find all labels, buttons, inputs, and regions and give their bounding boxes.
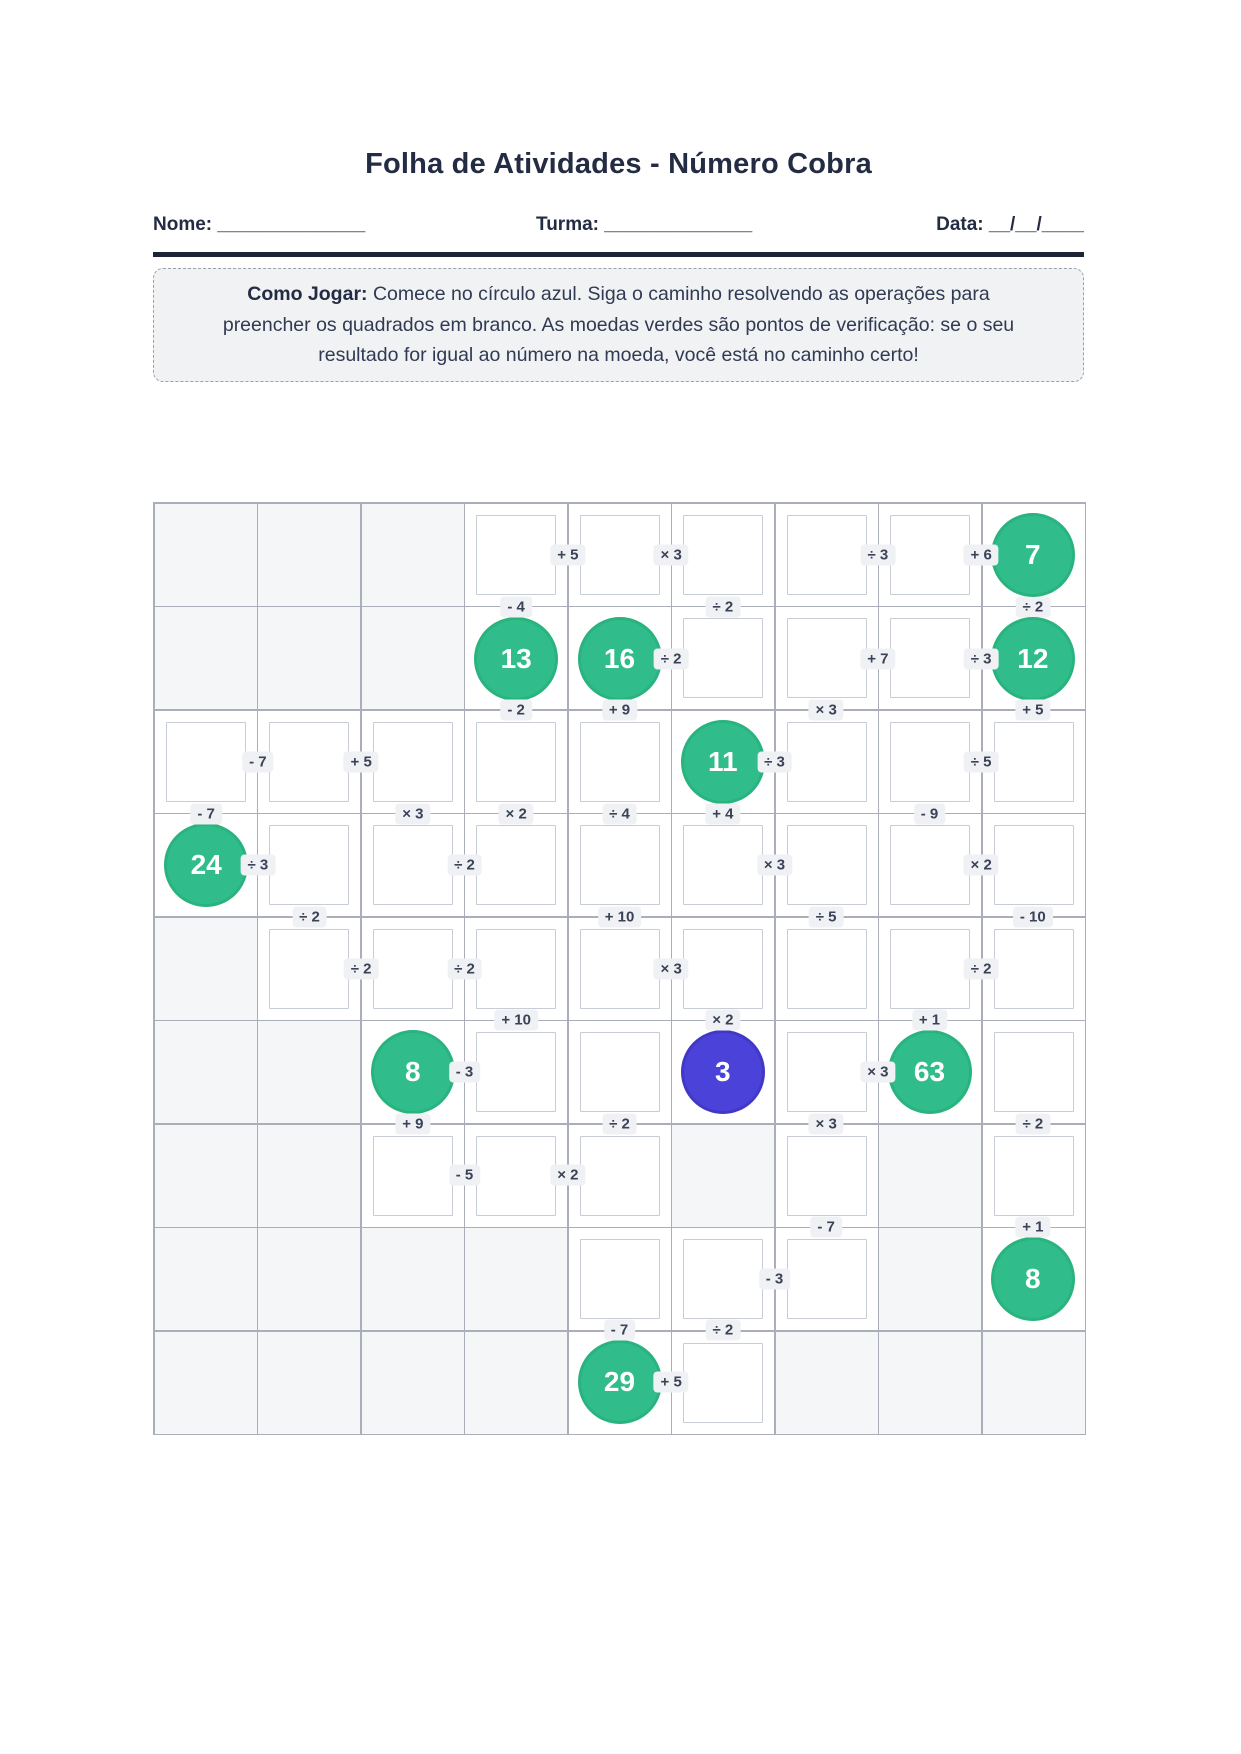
operation-label: ÷ 2 [447,855,482,876]
grid-cell [672,1228,774,1330]
operation-label: - 5 [449,1165,481,1186]
checkpoint-coin: 8 [371,1030,455,1114]
grid-cell [258,814,360,916]
operation-label: ÷ 4 [602,803,637,824]
answer-square[interactable] [476,1136,556,1216]
operation-label: - 7 [604,1320,636,1341]
student-fields [0,214,1241,240]
grid-cell [776,607,878,709]
grid-cell [879,1021,981,1123]
answer-square[interactable] [269,825,349,905]
operation-label: + 5 [344,751,379,772]
grid-cell [155,918,257,1020]
operation-label: + 10 [598,906,642,927]
operation-label: ÷ 5 [809,906,844,927]
operation-label: + 6 [964,545,999,566]
grid-cell [776,1332,878,1434]
grid-cell [569,1332,671,1434]
operation-label: ÷ 2 [1015,596,1050,617]
instructions-body: Comece no círculo azul. Siga o caminho resolvendo as operações para preencher os quadrados em branco. As moedas verdes são pontos de verificação: se o seu resultado for igual ao número na moeda, você está no caminho certo! [222,283,1015,366]
answer-square[interactable] [476,722,556,802]
operation-label: ÷ 3 [240,855,275,876]
grid-cell [155,1021,257,1123]
checkpoint-coin: 29 [578,1340,662,1424]
grid-cell [155,1125,257,1227]
grid-cell [362,504,464,606]
grid-cell [983,607,1085,709]
answer-square[interactable] [476,929,556,1009]
answer-square[interactable] [269,722,349,802]
checkpoint-coin: 16 [578,617,662,701]
grid-cell [879,1228,981,1330]
grid-cell [465,814,567,916]
operation-label: ÷ 2 [654,648,689,669]
operation-label: ÷ 3 [757,751,792,772]
grid-cell [465,504,567,606]
grid-cell [879,711,981,813]
answer-square[interactable] [373,825,453,905]
operation-label: - 7 [190,803,222,824]
operation-label: + 10 [494,1010,538,1031]
grid-cell [776,918,878,1020]
grid-cell [465,1125,567,1227]
answer-square[interactable] [787,1136,867,1216]
operation-label: - 7 [810,1216,842,1237]
name-field[interactable]: Nome: ______________ [153,214,366,235]
operation-label: + 9 [395,1113,430,1134]
operation-label: + 5 [1015,700,1050,721]
grid-cell [672,711,774,813]
answer-square[interactable] [476,825,556,905]
operation-label: ÷ 2 [964,958,999,979]
grid-cell [362,1021,464,1123]
answer-square[interactable] [580,515,660,595]
operation-label: ÷ 2 [705,596,740,617]
grid-cell [569,504,671,606]
grid-cell [983,1125,1085,1227]
operation-label: ÷ 3 [964,648,999,669]
grid-cell [465,711,567,813]
grid-cell [569,814,671,916]
operation-label: ÷ 2 [447,958,482,979]
grid-cell [983,504,1085,606]
grid-cell [465,918,567,1020]
grid-cell [362,918,464,1020]
answer-square[interactable] [580,929,660,1009]
grid-cell [465,1332,567,1434]
header-divider [153,252,1084,257]
answer-square[interactable] [787,618,867,698]
answer-square[interactable] [683,618,763,698]
instructions-lead: Como Jogar: [247,283,368,305]
operation-label: + 5 [550,545,585,566]
grid-cell [776,1125,878,1227]
answer-square[interactable] [994,929,1074,1009]
operation-label: - 2 [500,700,532,721]
operation-label: + 1 [912,1010,947,1031]
grid-cell [258,918,360,1020]
answer-square[interactable] [373,929,453,1009]
grid-cell [155,504,257,606]
operation-label: × 3 [860,1061,895,1082]
operation-label: + 9 [602,700,637,721]
grid-cell [258,1021,360,1123]
grid-cell [983,1332,1085,1434]
grid-cell [362,1228,464,1330]
answer-square[interactable] [994,722,1074,802]
answer-square[interactable] [683,515,763,595]
grid-cell [155,711,257,813]
answer-square[interactable] [994,1032,1074,1112]
answer-square[interactable] [787,1032,867,1112]
grid-cell [672,1125,774,1227]
answer-square[interactable] [683,929,763,1009]
checkpoint-coin: 24 [164,823,248,907]
operation-label: + 1 [1015,1216,1050,1237]
operation-label: × 2 [499,803,534,824]
operation-label: × 3 [757,855,792,876]
operation-label: ÷ 2 [602,1113,637,1134]
answer-square[interactable] [890,722,970,802]
grid-cell [672,814,774,916]
operation-label: ÷ 2 [344,958,379,979]
checkpoint-coin: 11 [681,720,765,804]
grid-cell [569,711,671,813]
answer-square[interactable] [683,1239,763,1319]
operation-label: + 5 [654,1371,689,1392]
answer-square[interactable] [890,618,970,698]
grid-cell [569,918,671,1020]
answer-square[interactable] [787,929,867,1009]
grid-cell [465,1021,567,1123]
operation-label: - 4 [500,596,532,617]
page-title: Folha de Atividades - Número Cobra [365,148,872,180]
grid-cell [983,1021,1085,1123]
answer-square[interactable] [580,1032,660,1112]
answer-square[interactable] [683,1343,763,1423]
operation-label: × 3 [809,1113,844,1134]
answer-square[interactable] [787,515,867,595]
grid-cell [776,1228,878,1330]
answer-square[interactable] [994,1136,1074,1216]
answer-square[interactable] [890,825,970,905]
grid-cell [362,1125,464,1227]
answer-square[interactable] [476,1032,556,1112]
grid-cell [879,1332,981,1434]
answer-square[interactable] [787,1239,867,1319]
checkpoint-coin: 12 [991,617,1075,701]
operation-label: × 3 [809,700,844,721]
operation-label: × 2 [550,1165,585,1186]
operation-label: ÷ 3 [860,545,895,566]
snake-puzzle-grid [153,502,1086,1435]
grid-cell [879,918,981,1020]
operation-label: × 3 [395,803,430,824]
answer-square[interactable] [787,722,867,802]
grid-cell [776,1021,878,1123]
grid-cell [776,711,878,813]
answer-square[interactable] [580,1136,660,1216]
checkpoint-coin: 13 [474,617,558,701]
checkpoint-coin: 63 [888,1030,972,1114]
operation-label: - 9 [914,803,946,824]
grid-cell [155,607,257,709]
grid-cell [258,1125,360,1227]
grid-cell [879,504,981,606]
operation-label: + 7 [860,648,895,669]
grid-cell [258,504,360,606]
grid-cell [672,607,774,709]
operation-label: ÷ 5 [964,751,999,772]
answer-square[interactable] [787,825,867,905]
grid-cell [258,1332,360,1434]
checkpoint-coin: 7 [991,513,1075,597]
answer-square[interactable] [580,825,660,905]
operation-label: × 3 [654,958,689,979]
answer-square[interactable] [373,1136,453,1216]
checkpoint-coin: 8 [991,1237,1075,1321]
operation-label: × 2 [705,1010,740,1031]
answer-square[interactable] [166,722,246,802]
grid-cell [672,1332,774,1434]
grid-cell [362,607,464,709]
class-field[interactable]: Turma: ______________ [536,214,753,235]
grid-cell [155,1332,257,1434]
grid-cell [362,814,464,916]
grid-cell [258,711,360,813]
answer-square[interactable] [373,722,453,802]
grid-cell [569,1228,671,1330]
grid-cell [879,607,981,709]
grid-cell [569,1021,671,1123]
grid-cell [258,1228,360,1330]
grid-cell [879,814,981,916]
grid-cell [569,607,671,709]
grid-cell [983,814,1085,916]
grid-cell [983,1228,1085,1330]
answer-square[interactable] [683,825,763,905]
grid-cell [672,504,774,606]
grid-cell [672,1021,774,1123]
grid-cell [155,1228,257,1330]
operation-label: × 3 [654,545,689,566]
answer-square[interactable] [580,1239,660,1319]
grid-cell [362,711,464,813]
grid-cell [465,1228,567,1330]
grid-cell [983,711,1085,813]
grid-cell [879,1125,981,1227]
date-field[interactable]: Data: __/__/____ [936,214,1084,235]
answer-square[interactable] [269,929,349,1009]
operation-label: - 10 [1013,906,1053,927]
answer-square[interactable] [476,515,556,595]
grid-cell [569,1125,671,1227]
grid-cell [258,607,360,709]
grid-cells [155,504,1085,1434]
answer-square[interactable] [890,515,970,595]
answer-square[interactable] [994,825,1074,905]
grid-cell [776,504,878,606]
operation-label: - 3 [449,1061,481,1082]
operation-label: ÷ 2 [1015,1113,1050,1134]
start-coin: 3 [681,1030,765,1114]
grid-cell [362,1332,464,1434]
grid-cell [776,814,878,916]
grid-cell [155,814,257,916]
answer-square[interactable] [580,722,660,802]
instructions-box [153,268,1084,382]
operation-label: ÷ 2 [292,906,327,927]
grid-cell [672,918,774,1020]
operation-label: + 4 [705,803,740,824]
grid-cell [983,918,1085,1020]
operation-label: - 3 [759,1268,791,1289]
grid-cell [465,607,567,709]
operation-label: × 2 [964,855,999,876]
operation-label: ÷ 2 [705,1320,740,1341]
answer-square[interactable] [890,929,970,1009]
operation-label: - 7 [242,751,274,772]
